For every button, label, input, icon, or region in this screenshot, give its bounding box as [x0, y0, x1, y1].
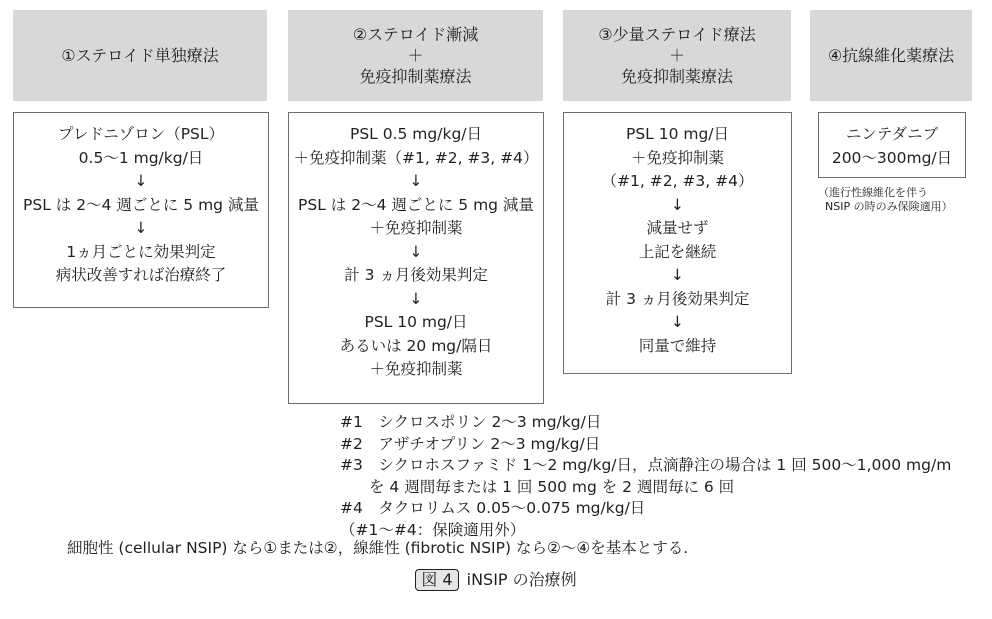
footnote-line: （#1〜#4：保険適用外） — [340, 520, 526, 539]
regimen-line: PSL は 2〜4 週ごとに 5 mg 減量 — [23, 195, 259, 214]
footnote-line: を 4 週間毎または 1 回 500 mg を 2 週間毎に 6 回 — [369, 477, 735, 496]
footnote-line: #2 アザチオプリン 2〜3 mg/kg/日 — [340, 434, 601, 453]
regimen-line: 同量で維持 — [638, 336, 717, 355]
arrow-down-icon: ↓ — [409, 289, 423, 308]
regimen-line: PSL 10 mg/日 — [364, 313, 468, 331]
arrow-down-icon: ↓ — [134, 219, 148, 237]
footnotes — [340, 412, 951, 541]
arrow-down-icon: ↓ — [409, 172, 423, 190]
insurance-note — [818, 186, 953, 214]
header-steroid-monotherapy: ①ステロイド単独療法 — [13, 10, 267, 101]
regimen-box-4 — [818, 112, 966, 178]
regimen-line: 1ヵ月ごとに効果判定 — [66, 242, 216, 261]
figure-caption — [0, 568, 992, 592]
regimen-line: PSL 10 mg/日 — [625, 125, 730, 143]
arrow-down-icon: ↓ — [671, 313, 684, 331]
arrow-down-icon: ↓ — [134, 172, 148, 190]
regimen-line: （#1, #2, #3, #4） — [601, 172, 754, 190]
regimen-line: 計 3 ヵ月後効果判定 — [605, 289, 750, 308]
header-low-dose-steroid-immunosuppressant: ③少量ステロイド療法 ＋ 免疫抑制薬療法 — [563, 10, 791, 101]
regimen-line: 200〜300mg/日 — [831, 148, 953, 167]
arrow-down-icon: ↓ — [409, 242, 423, 261]
regimen-line: ＋免疫抑制薬 — [369, 360, 463, 378]
regimen-line: あるいは 20 mg/隔日 — [339, 336, 493, 355]
footnote-line: #3 シクロホスファミド 1〜2 mg/kg/日，点滴静注の場合は 1 回 500〜1,000 mg/m — [340, 456, 952, 474]
regimen-line: 減量せず — [646, 219, 709, 237]
figure-label: 図 4 — [415, 569, 458, 591]
note-line: NSIP の時のみ保険適用） — [825, 200, 953, 213]
header-steroid-taper-immunosuppressant: ②ステロイド漸減 ＋ 免疫抑制薬療法 — [288, 10, 543, 101]
note-line: （進行性線維化を伴う — [818, 186, 928, 199]
arrow-down-icon: ↓ — [671, 266, 684, 284]
regimen-box-1 — [13, 112, 269, 308]
regimen-line: PSL 0.5 mg/kg/日 — [349, 125, 483, 143]
regimen-line: PSL は 2〜4 週ごとに 5 mg 減量 — [298, 195, 534, 214]
footnote-line: #4 タクロリムス 0.05〜0.075 mg/kg/日 — [340, 499, 646, 517]
regimen-box-2 — [288, 112, 544, 404]
regimen-line: 0.5〜1 mg/kg/日 — [78, 148, 204, 167]
regimen-line: ＋免疫抑制薬 — [369, 219, 463, 237]
regimen-box-3 — [563, 112, 792, 374]
regimen-line: プレドニゾロン（PSL） — [57, 125, 225, 143]
regimen-line: 病状改善すれば治療終了 — [55, 266, 227, 284]
arrow-down-icon: ↓ — [671, 195, 684, 214]
regimen-line: ＋免疫抑制薬 — [630, 148, 724, 167]
regimen-line: ニンテダニブ — [845, 125, 939, 143]
footnote-line: #1 シクロスポリン 2〜3 mg/kg/日 — [340, 413, 602, 431]
figure-title: iNSIP の治療例 — [466, 570, 577, 589]
regimen-line: 上記を継続 — [638, 242, 717, 261]
header-antifibrotic-therapy: ④抗線維化薬療法 — [810, 10, 972, 101]
regimen-line: ＋免疫抑制薬（#1, #2, #3, #4） — [293, 148, 539, 167]
summary-text: 細胞性 (cellular NSIP) なら①または②，線維性 (fibrotic NSIP) なら②〜④を基本とする. — [67, 539, 689, 557]
regimen-line: 計 3 ヵ月後効果判定 — [344, 266, 488, 284]
